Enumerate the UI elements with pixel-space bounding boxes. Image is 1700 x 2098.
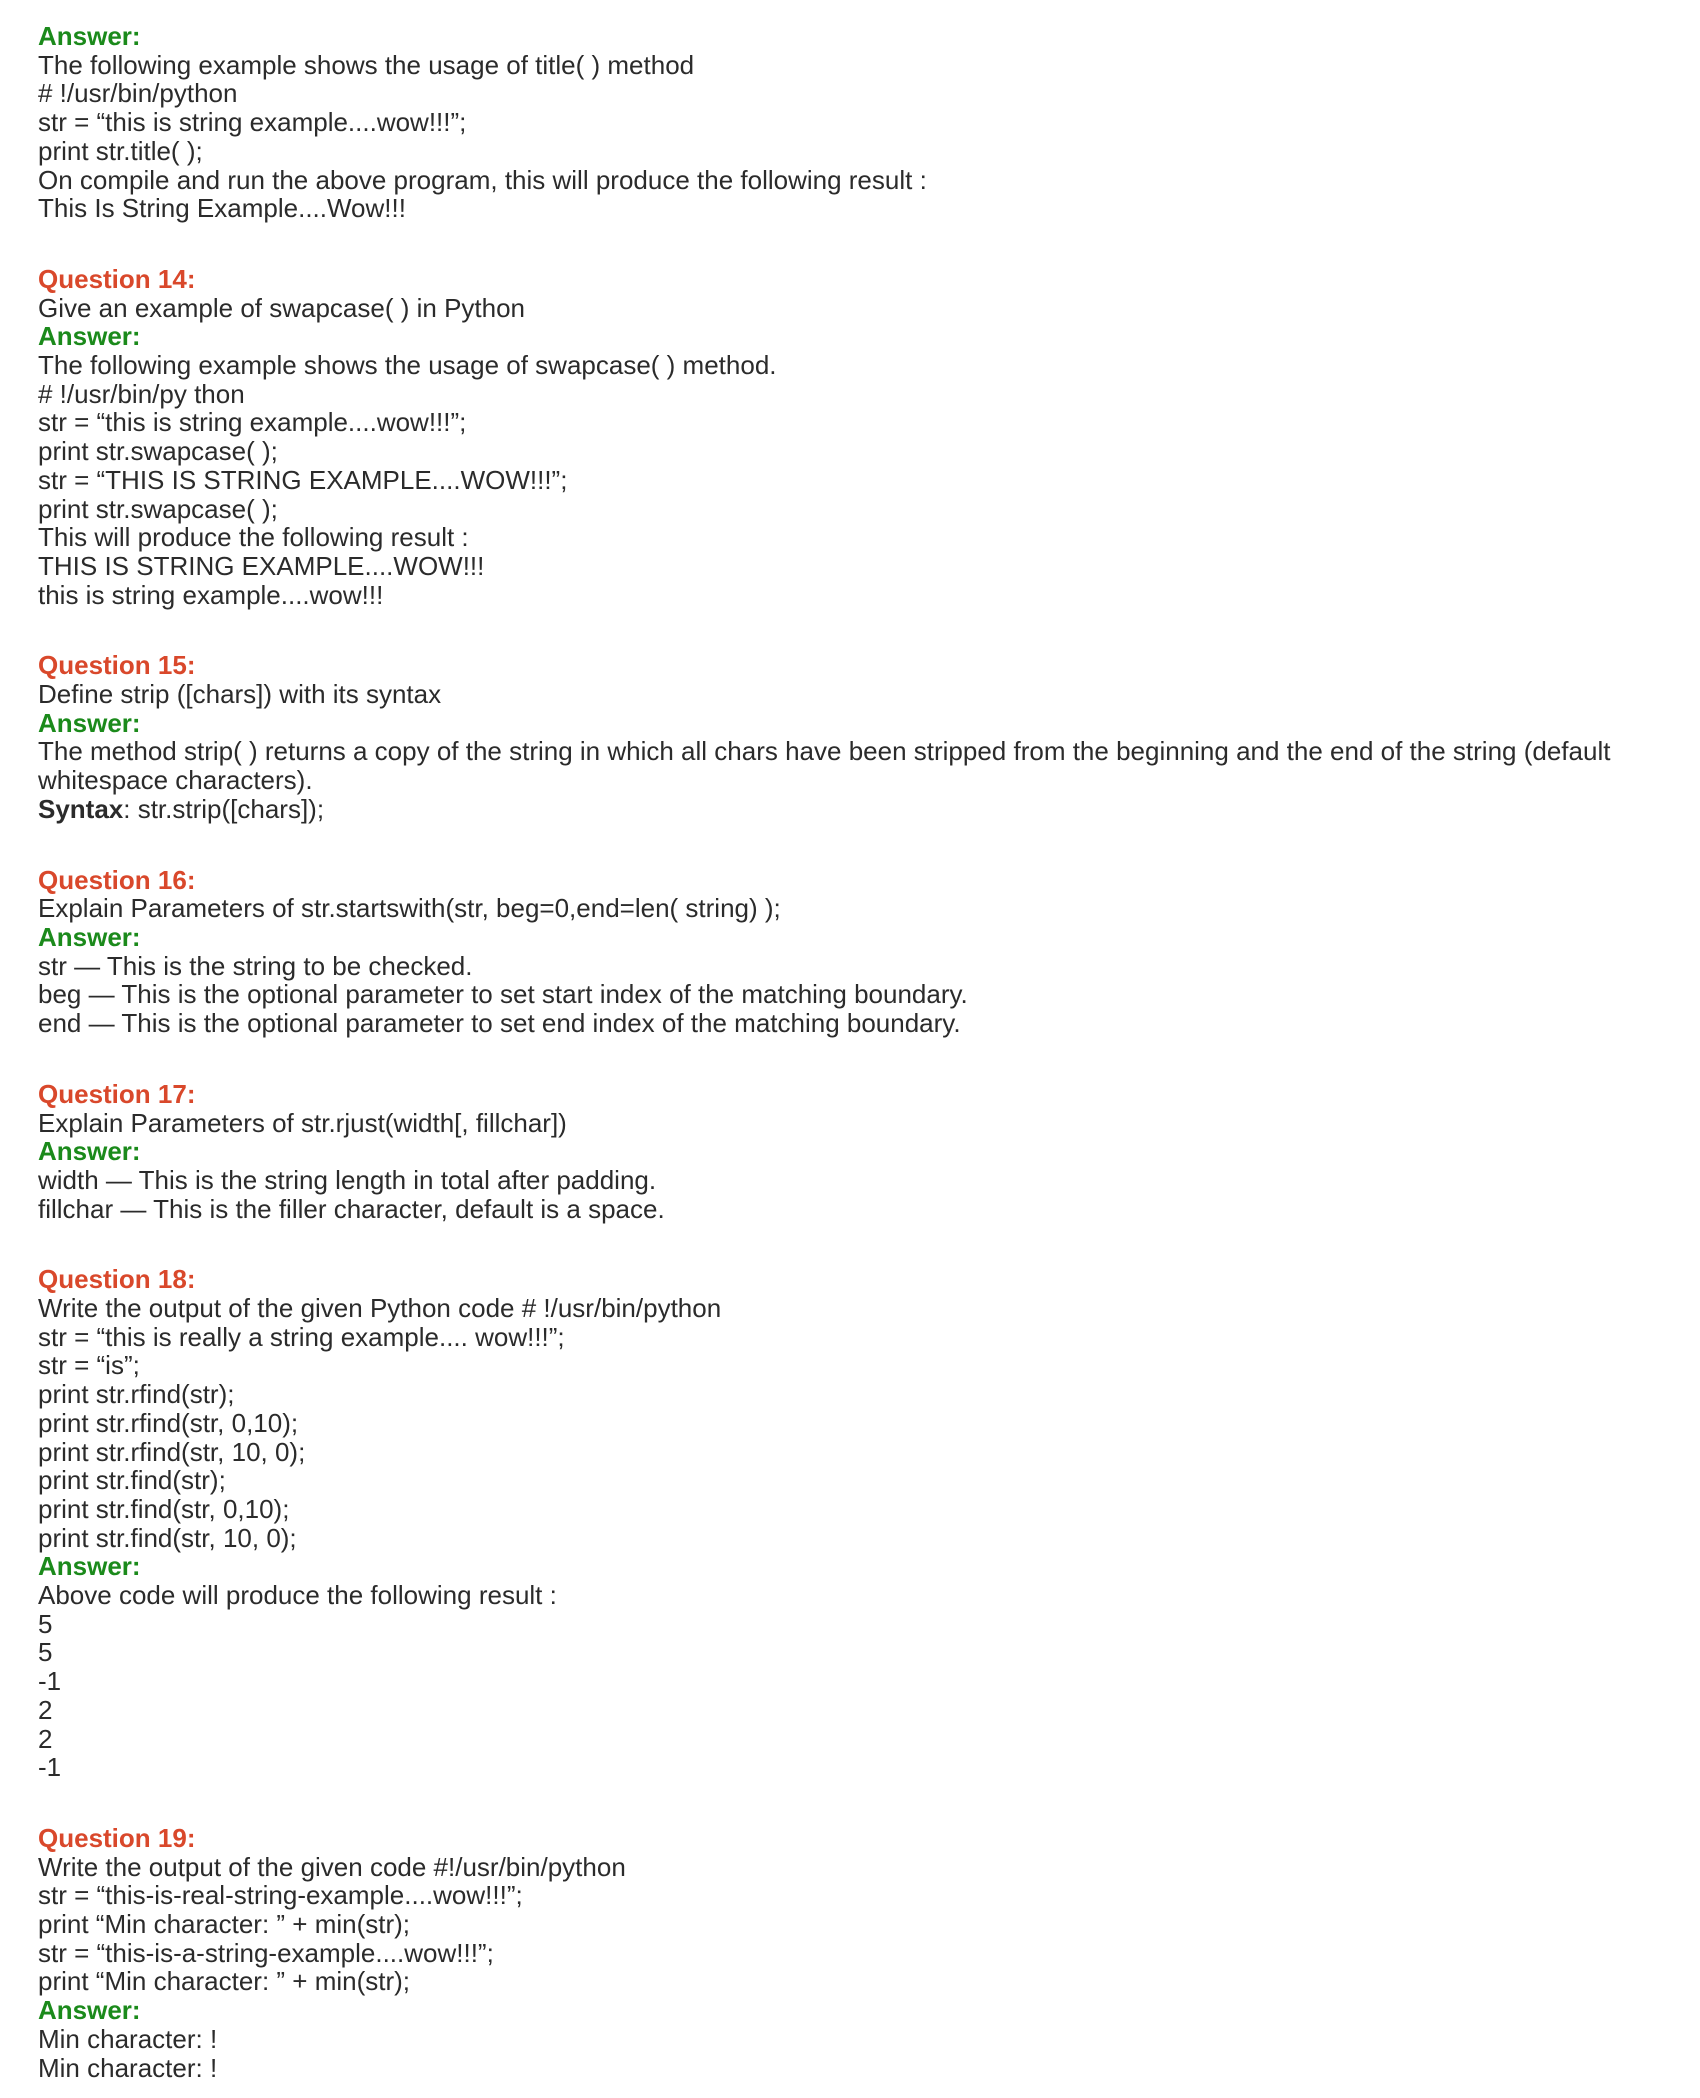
answer-heading: Answer: [38,21,141,51]
answer-heading: Answer: [38,1136,141,1167]
question-heading: Question 18: [38,1264,196,1295]
body-line: The following example shows the usage of title( ) method [38,49,695,80]
body-line: On compile and run the above program, this will produce the following result : [38,164,927,195]
body-line: print str.find(str); [38,1465,226,1496]
body-line: str = “this is string example....wow!!!”; [38,107,467,138]
qa-section [38,1080,1672,1224]
question-heading: Question 19: [38,1822,196,1853]
body-line: str — This is the string to be checked. [38,950,473,981]
body-line: Write the output of the given Python code # !/usr/bin/python [38,1293,722,1324]
qa-section [38,866,1672,1038]
body-line: 5 [38,1637,53,1668]
body-line: print str.swapcase( ); [38,493,278,524]
body-line: THIS IS STRING EXAMPLE....WOW!!! [38,550,485,581]
qa-section [38,1265,1672,1782]
body-line: whitespace characters). [38,765,313,796]
body-line: print “Min character: ” + min(str); [38,1966,411,1997]
body-line: Give an example of swapcase( ) in Python [38,292,526,323]
body-line: str = “this-is-real-string-example....wow!!!”; [38,1880,523,1911]
body-line: print str.find(str, 10, 0); [38,1522,297,1553]
body-line: Explain Parameters of str.rjust(width[, fillchar]) [38,1107,567,1138]
answer-heading: Answer: [38,1995,141,2026]
body-line: end — This is the optional parameter to set end index of the matching boundary. [38,1008,961,1039]
qa-section [38,22,1672,223]
body-line: This Is String Example....Wow!!! [38,193,406,224]
body-line: width — This is the string length in total after padding. [38,1164,657,1195]
answer-heading: Answer: [38,321,141,352]
body-line: print str.rfind(str, 10, 0); [38,1436,306,1467]
qa-section [38,651,1672,823]
body-line: Explain Parameters of str.startswith(str, beg=0,end=len( string) ); [38,893,781,924]
syntax-label: Syntax [38,793,124,824]
body-line: this is string example....wow!!! [38,579,384,610]
qa-sections-container [38,22,1672,2082]
body-line: The following example shows the usage of swapcase( ) method. [38,350,777,381]
body-line: Min character: ! [38,2052,218,2083]
body-line: Above code will produce the following result : [38,1580,557,1611]
body-line: -1 [38,1666,62,1697]
answer-heading: Answer: [38,1551,141,1582]
body-line: print str.title( ); [38,135,203,166]
body-line: The method strip( ) returns a copy of the string in which all chars have been stripped from the beginning and the end of the string (default [38,736,1611,767]
syntax-line [38,795,1672,824]
body-line: 2 [38,1723,53,1754]
body-line: # !/usr/bin/python [38,78,238,109]
body-line: print “Min character: ” + min(str); [38,1909,411,1940]
question-heading: Question 17: [38,1078,196,1109]
body-line: str = “this-is-a-string-example....wow!!!”; [38,1937,494,1968]
body-line: # !/usr/bin/py thon [38,378,245,409]
answer-heading: Answer: [38,921,141,952]
body-line: This will produce the following result : [38,522,469,553]
question-heading: Question 16: [38,864,196,895]
body-line: -1 [38,1752,62,1783]
body-line: fillchar — This is the filler character, default is a space. [38,1193,665,1224]
qa-section [38,265,1672,609]
body-line: str = “is”; [38,1350,140,1381]
body-line: Define strip ([chars]) with its syntax [38,679,442,710]
body-line: print str.rfind(str); [38,1379,235,1410]
qa-section [38,1824,1672,2082]
question-heading: Question 15: [38,650,196,681]
body-line: print str.find(str, 0,10); [38,1493,290,1524]
body-line: print str.rfind(str, 0,10); [38,1407,299,1438]
body-line: print str.swapcase( ); [38,436,278,467]
body-line: 5 [38,1608,53,1639]
body-line: str = “this is string example....wow!!!”; [38,407,467,438]
syntax-value: : str.strip([chars]); [123,793,325,824]
body-line: Write the output of the given code #!/usr/bin/python [38,1851,626,1882]
body-line: str = “this is really a string example.... wow!!!”; [38,1321,565,1352]
body-line: 2 [38,1694,53,1725]
question-heading: Question 14: [38,263,196,294]
body-line: Min character: ! [38,2023,218,2054]
body-line: beg — This is the optional parameter to set start index of the matching boundary. [38,979,968,1010]
body-line: str = “THIS IS STRING EXAMPLE....WOW!!!”; [38,464,568,495]
answer-heading: Answer: [38,707,141,738]
